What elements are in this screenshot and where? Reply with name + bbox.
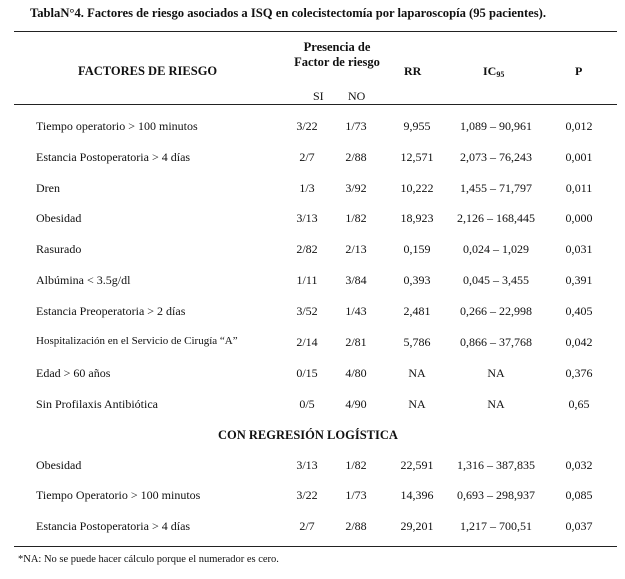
- cell-no: 3/92: [345, 181, 367, 195]
- cell-p: 0,391: [565, 273, 593, 287]
- cell-factor: Obesidad: [36, 211, 82, 225]
- cell-si: 3/22: [296, 119, 318, 133]
- cell-si: 3/13: [296, 458, 318, 472]
- cell-si: 3/22: [296, 488, 318, 502]
- table-title: TablaN°4. Factores de riesgo asociados a ISQ en colecistectomía por laparoscopía (95 pacientes).: [30, 6, 546, 20]
- cell-si: 3/52: [296, 304, 318, 318]
- top-rule: [14, 31, 617, 32]
- cell-rr: 18,923: [400, 211, 434, 225]
- cell-factor: Albúmina < 3.5g/dl: [36, 273, 131, 287]
- section-title: CON REGRESIÓN LOGÍSTICA: [218, 428, 398, 442]
- cell-no: 2/88: [345, 150, 367, 164]
- cell-si: 0/5: [299, 397, 315, 411]
- header-ic: $IC_{95}$: [483, 64, 505, 79]
- cell-no: 1/73: [345, 119, 367, 133]
- cell-si: 2/7: [299, 519, 315, 533]
- cell-rr: 22,591: [400, 458, 434, 472]
- cell-rr: NA: [408, 366, 426, 380]
- cell-ic: NA: [487, 366, 505, 380]
- cell-no: 1/82: [345, 458, 367, 472]
- cell-si: 2/14: [296, 335, 318, 349]
- header-no: NO: [348, 89, 366, 103]
- cell-rr: NA: [408, 397, 426, 411]
- cell-ic: 1,316 – 387,835: [457, 458, 535, 472]
- cell-si: 3/13: [296, 211, 318, 225]
- cell-factor: Edad > 60 años: [36, 366, 111, 380]
- cell-rr: 29,201: [400, 519, 434, 533]
- cell-p: 0,65: [568, 397, 590, 411]
- footnote: *NA: No se puede hacer cálculo porque el numerador es cero.: [18, 554, 279, 565]
- header-si: SI: [313, 89, 324, 103]
- cell-p: 0,085: [565, 488, 593, 502]
- cell-ic: 1,455 – 71,797: [460, 181, 532, 195]
- cell-ic: 1,217 – 700,51: [460, 519, 532, 533]
- cell-ic: 0,693 – 298,937: [457, 488, 535, 502]
- cell-p: 0,032: [565, 458, 593, 472]
- cell-p: 0,000: [565, 211, 593, 225]
- cell-rr: 10,222: [400, 181, 434, 195]
- header-rr: RR: [404, 64, 422, 78]
- cell-no: 2/88: [345, 519, 367, 533]
- cell-rr: 2,481: [403, 304, 431, 318]
- header-p: P: [575, 64, 583, 78]
- cell-factor: Sin Profilaxis Antibiótica: [36, 397, 158, 411]
- header-rule: [14, 104, 617, 105]
- cell-si: 0/15: [296, 366, 318, 380]
- cell-p: 0,042: [565, 335, 593, 349]
- cell-ic: 0,866 – 37,768: [460, 335, 532, 349]
- cell-no: 1/82: [345, 211, 367, 225]
- cell-factor: Dren: [36, 181, 60, 195]
- cell-p: 0,031: [565, 242, 593, 256]
- cell-si: 1/3: [299, 181, 315, 195]
- cell-p: 0,037: [565, 519, 593, 533]
- cell-factor: Estancia Postoperatoria > 4 días: [36, 150, 191, 164]
- cell-p: 0,011: [565, 181, 593, 195]
- cell-p: 0,012: [565, 119, 593, 133]
- cell-si: 2/82: [296, 242, 318, 256]
- cell-p: 0,376: [565, 366, 593, 380]
- cell-no: 2/81: [345, 335, 367, 349]
- cell-rr: 5,786: [403, 335, 431, 349]
- cell-no: 4/80: [345, 366, 367, 380]
- cell-no: 1/73: [345, 488, 367, 502]
- cell-factor: Obesidad: [36, 458, 82, 472]
- cell-rr: 0,393: [403, 273, 431, 287]
- cell-factor: Rasurado: [36, 242, 82, 256]
- cell-no: 2/13: [345, 242, 367, 256]
- cell-rr: 14,396: [400, 488, 434, 502]
- cell-ic: 1,089 – 90,961: [460, 119, 532, 133]
- header-factor: FACTORES DE RIESGO: [78, 64, 218, 78]
- bottom-rule: [14, 546, 617, 547]
- cell-rr: 0,159: [403, 242, 431, 256]
- cell-ic: 2,073 – 76,243: [460, 150, 532, 164]
- cell-no: 4/90: [345, 397, 367, 411]
- cell-factor: Hospitalización en el Servicio de Cirugía “A”: [36, 335, 238, 347]
- cell-no: 1/43: [345, 304, 367, 318]
- cell-factor: Estancia Preoperatoria > 2 días: [36, 304, 186, 318]
- cell-ic: NA: [487, 397, 505, 411]
- cell-p: 0,001: [565, 150, 593, 164]
- cell-factor: Estancia Postoperatoria > 4 días: [36, 519, 191, 533]
- cell-ic: 0,045 – 3,455: [463, 273, 529, 287]
- cell-rr: 12,571: [400, 150, 434, 164]
- cell-si: 1/11: [296, 273, 318, 287]
- cell-si: 2/7: [299, 150, 315, 164]
- cell-p: 0,405: [565, 304, 593, 318]
- cell-no: 3/84: [345, 273, 367, 287]
- cell-ic: 0,024 – 1,029: [463, 242, 529, 256]
- header-presence: Presencia de Factor de riesgo: [294, 40, 380, 69]
- cell-ic: 2,126 – 168,445: [457, 211, 535, 225]
- cell-ic: 0,266 – 22,998: [460, 304, 532, 318]
- cell-factor: Tiempo operatorio > 100 minutos: [36, 119, 198, 133]
- cell-factor: Tiempo Operatorio > 100 minutos: [36, 488, 201, 502]
- cell-rr: 9,955: [403, 119, 431, 133]
